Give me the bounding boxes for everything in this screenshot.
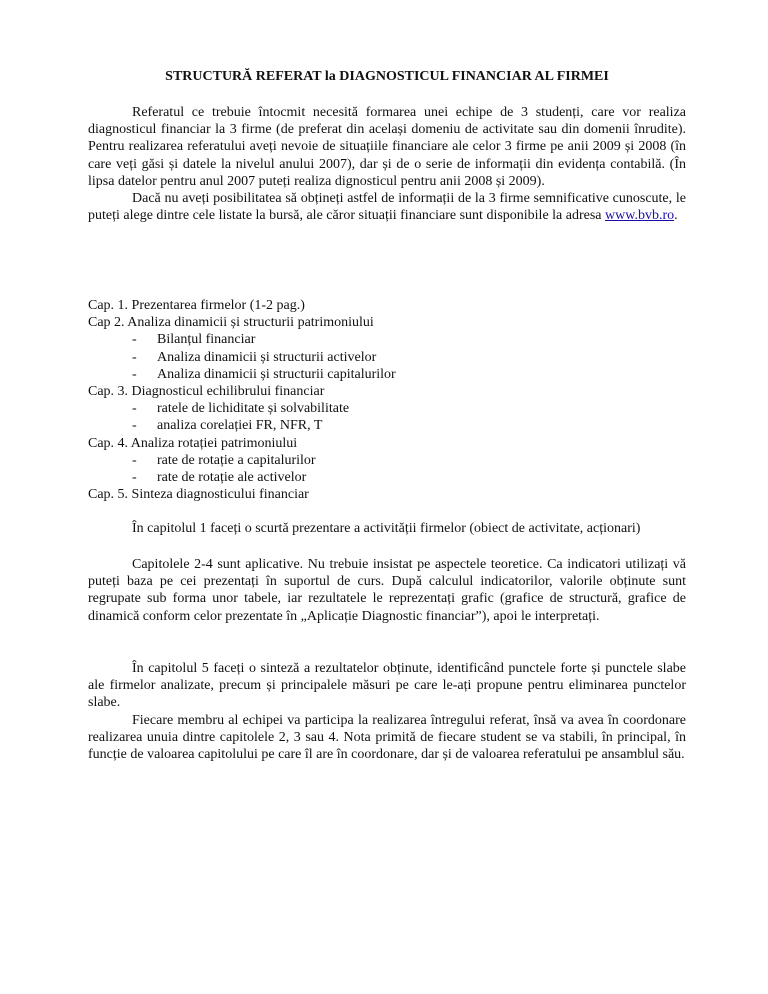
chapter-3-item: - analiza corelației FR, NFR, T <box>132 418 323 434</box>
chapter-2-item: - Analiza dinamicii și structurii activelor <box>132 349 377 365</box>
intro-section <box>88 104 686 224</box>
document-title: STRUCTURĂ REFERAT la DIAGNOSTICUL FINANCIAR AL FIRMEI <box>165 69 609 84</box>
chapter-list <box>88 297 686 503</box>
chapter-1-instructions <box>88 520 686 537</box>
intro-paragraph-2 <box>88 190 686 224</box>
chapter-4-item: - rate de rotație a capitalurilor <box>132 452 316 468</box>
chapter-5-instructions <box>88 660 686 763</box>
chapter-2-item: - Analiza dinamicii și structurii capitalurilor <box>132 366 396 382</box>
chapter-1: Cap. 1. Prezentarea firmelor (1-2 pag.) <box>88 298 305 313</box>
team-paragraph: Fiecare membru al echipei va participa la realizarea întregului referat, însă va avea în coordonare realizarea unuia dintre capitolele 2, 3 sau 4. Nota primită de fiecare student se va stabili, în principal, în funcție de valoarea capitolului pe care îl are în coordonare, dar și de valoarea referatului pe ansamblul său. <box>88 712 686 763</box>
chapter-4-item: - rate de rotație ale activelor <box>132 470 307 486</box>
bvb-link[interactable]: www.bvb.ro <box>605 208 675 224</box>
chapter-2-item: - Bilanțul financiar <box>132 332 256 348</box>
chapters-2-4-instructions <box>88 556 686 625</box>
chapters-2-4-paragraph: Capitolele 2-4 sunt aplicative. Nu trebuie insistat pe aspectele teoretice. Ca indicatori utilizați vă puteți baza pe cei prezentați în suportul de curs. După calculul indicatorilor, valorile obținute sunt regrupate sub forma unor tabele, iar rezultatele le reprezentați grafic (grafice de structură, grafice de dinamică conform celor prezentate în „Aplicație Diagnostic financiar”), apoi le interpretați. <box>88 557 686 624</box>
chapter-4: Cap. 4. Analiza rotației patrimoniului <box>88 435 298 451</box>
chapter-3-item: - ratele de lichiditate și solvabilitate <box>132 401 350 417</box>
intro-paragraph-2-text: Dacă nu aveți posibilitatea să obțineți astfel de informații de la 3 firme semnificative cunoscute, le puteți alege dintre cele listate la bursă, ale căror situații financiare sunt disponibile la adresa <box>88 191 686 224</box>
chapter-3: Cap. 3. Diagnosticul echilibrului financiar <box>88 384 325 400</box>
chapter-5: Cap. 5. Sinteza diagnosticului financiar <box>88 487 309 503</box>
intro-paragraph-1: Referatul ce trebuie întocmit necesită formarea unei echipe de 3 studenți, care vor realiza diagnosticul financiar la 3 firme (de preferat din același domeniu de activitate sau din domenii înrudite). Pentru realizarea referatului aveți nevoie de situațiile financiare ale celor 3 firme pe anii 2009 și 2008 (în care veți găsi și datele la nivelul anului 2007), dar și de o serie de informații din evidența contabilă. (În lipsa datelor pentru anul 2007 puteți realiza dignosticul pentru anii 2008 și 2009). <box>88 105 686 189</box>
chapter-1-paragraph: În capitolul 1 faceți o scurtă prezentare a activității firmelor (obiect de activitate, acționari) <box>132 521 641 536</box>
chapter-5-paragraph: În capitolul 5 faceți o sinteză a rezultatelor obținute, identificând punctele forte și punctele slabe ale firmelor analizate, precum și principalele măsuri pe care le-ați propune pentru eliminarea punctelor slabe. <box>88 661 686 711</box>
chapter-2: Cap 2. Analiza dinamicii și structurii patrimoniului <box>88 315 374 331</box>
intro-paragraph-2-end: . <box>674 208 678 224</box>
